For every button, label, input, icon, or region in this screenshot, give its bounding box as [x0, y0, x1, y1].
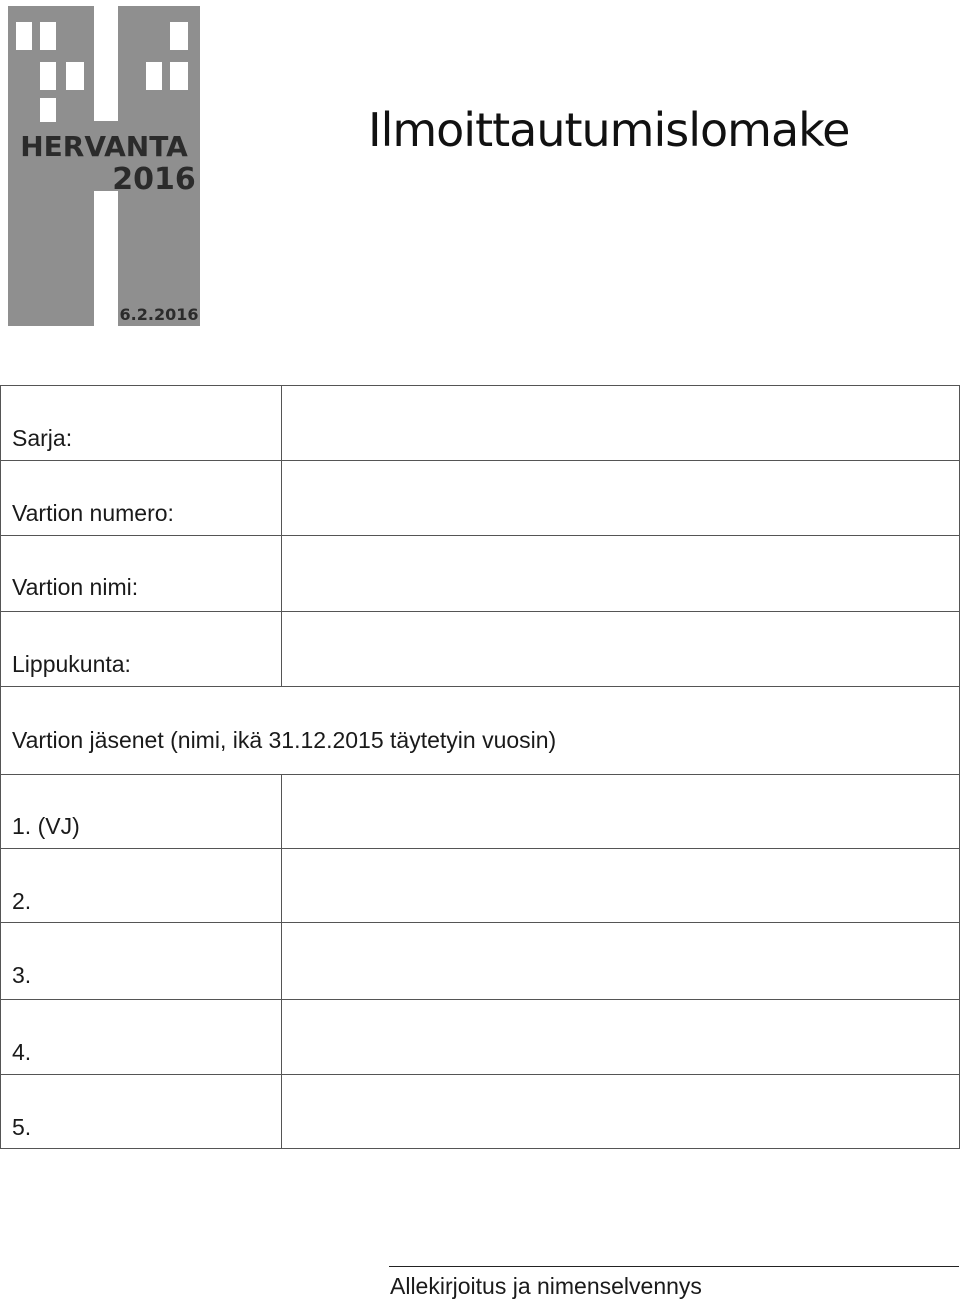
members-heading: Vartion jäsenet (nimi, ikä 31.12.2015 täytetyin vuosin): [12, 727, 557, 753]
field-label-vartion-nimi: Vartion nimi:: [12, 574, 139, 600]
field-value-lippukunta[interactable]: [282, 612, 958, 686]
registration-form: [0, 385, 960, 1149]
member-label: 2.: [12, 888, 32, 914]
member-label: 4.: [12, 1039, 32, 1065]
members-heading-row: [0, 686, 959, 774]
logo-date-text: 6.2.2016: [119, 305, 199, 324]
page-title: Ilmoittautumislomake: [368, 103, 850, 157]
signature-label: Allekirjoitus ja nimenselvennys: [390, 1273, 702, 1299]
field-value-vartion-nimi[interactable]: [282, 536, 958, 611]
member-value[interactable]: [282, 849, 958, 922]
logo-name-text: HERVANTA: [20, 130, 188, 163]
hervanta-2016-logo: [8, 6, 200, 326]
field-value-vartion-numero[interactable]: [282, 461, 958, 535]
member-label: 5.: [12, 1114, 32, 1140]
member-value[interactable]: [282, 923, 958, 999]
row-divider: [1, 686, 959, 687]
signature-line[interactable]: [389, 1266, 959, 1267]
member-label: 1. (VJ): [12, 813, 80, 839]
field-label-sarja: Sarja:: [12, 425, 73, 451]
member-value[interactable]: [282, 1000, 958, 1074]
member-label: 3.: [12, 962, 32, 988]
field-label-vartion-numero: Vartion numero:: [12, 500, 174, 526]
member-value[interactable]: [282, 1075, 958, 1148]
member-value[interactable]: [282, 775, 958, 848]
field-label-lippukunta: Lippukunta:: [12, 651, 131, 677]
logo-year-text: 2016: [112, 162, 196, 197]
field-value-sarja[interactable]: [282, 386, 958, 460]
